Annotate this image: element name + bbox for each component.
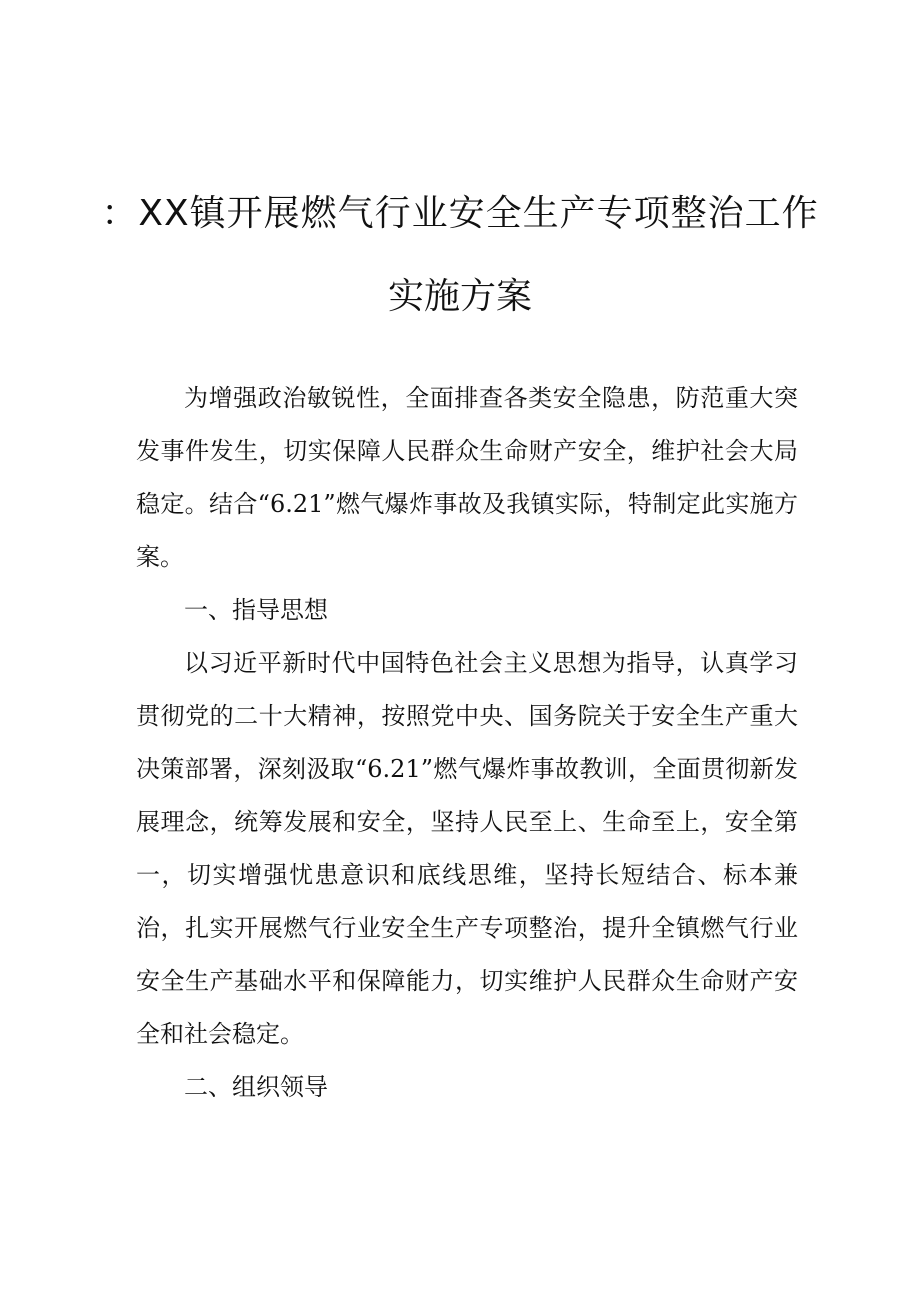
document-body: [136, 372, 798, 1114]
document-title-line1: ：XX镇开展燃气行业安全生产专项整治工作: [101, 193, 819, 234]
section1-paragraph: 以习近平新时代中国特色社会主义思想为指导，认真学习贯彻党的二十大精神，按照党中央、国务院关于安全生产重大决策部署，深刻汲取“6.21”燃气爆炸事故教训，全面贯彻新发展理念，统筹发展和安全，坚持人民至上、生命至上，安全第一，切实增强忧患意识和底线思维，坚持长短结合、标本兼治，扎实开展燃气行业安全生产专项整治，提升全镇燃气行业安全生产基础水平和保障能力，切实维护人民群众生命财产安全和社会稳定。: [136, 649, 798, 1048]
document-title-line2: 实施方案: [387, 276, 532, 317]
intro-paragraph: 为增强政治敏锐性，全面排查各类安全隐患，防范重大突发事件发生，切实保障人民群众生命财产安全，维护社会大局稳定。结合“6.21”燃气爆炸事故及我镇实际，特制定此实施方案。: [136, 384, 798, 571]
section2-heading: 二、组织领导: [184, 1073, 328, 1101]
section1-heading: 一、指导思想: [184, 596, 328, 624]
